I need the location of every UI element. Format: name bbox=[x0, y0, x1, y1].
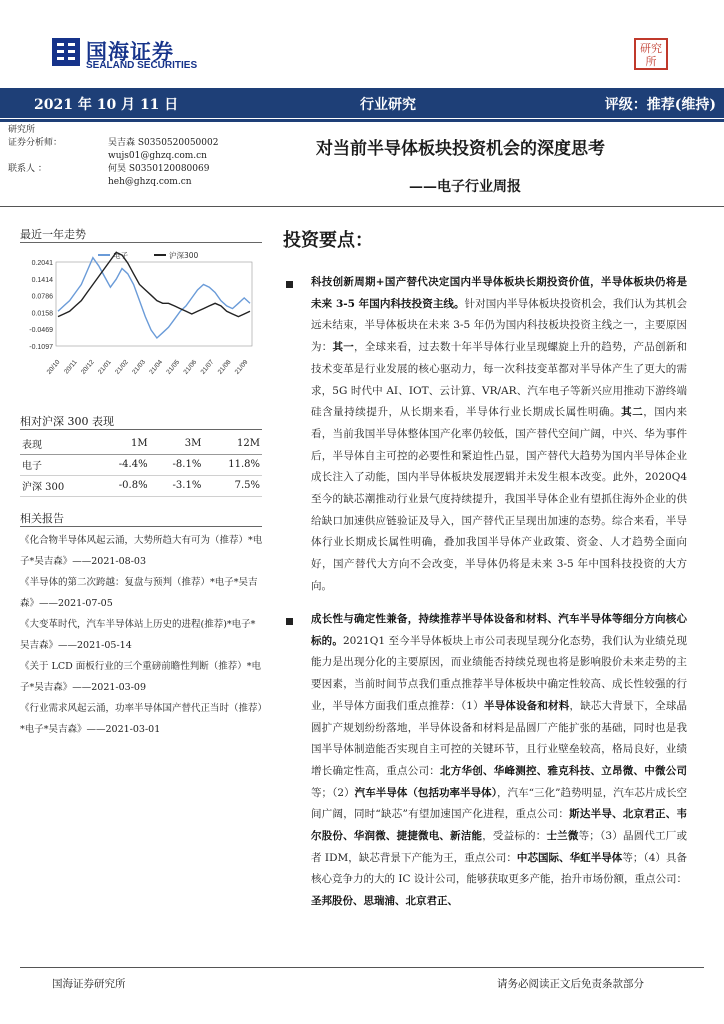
related-report-link[interactable]: 《半导体的第二次跨越：复盘与预判（推荐）*电子*吴吉森》——2021-07-05 bbox=[20, 577, 258, 609]
bold-text: 其一 bbox=[332, 341, 354, 354]
perf-cell: 7.5% bbox=[203, 475, 262, 496]
report-title: 对当前半导体板块投资机会的深度思考 bbox=[316, 139, 605, 159]
brand-name-cn: 国海证券 bbox=[86, 40, 174, 64]
table-row bbox=[20, 475, 262, 496]
point-paragraph-2 bbox=[311, 609, 687, 913]
legend-label: 沪深300 bbox=[169, 251, 199, 260]
report-rating: 评级：推荐(维持) bbox=[604, 97, 716, 113]
body-text: 2021Q1 至今半导体板块上市公司表现呈现分化态势，我们认为业绩兑现能力是出现分化的主要原因，而业绩能否持续兑现也将是影响股价未来走势的主要因素，当前时间节点我们重点推荐半导体板块中确定性较高、成长性较强的行业，半导体方面我们重点推荐：（1） bbox=[311, 634, 687, 712]
related-report-link[interactable]: 《化合物半导体风起云涌，大势所趋大有可为（推荐）*电子*吴吉森》——2021-08-03 bbox=[20, 535, 263, 567]
y-tick-label: -0.0469 bbox=[29, 327, 53, 335]
x-tick-label: 20/11 bbox=[63, 358, 79, 376]
perf-table bbox=[20, 433, 262, 497]
legend-label: 电子 bbox=[113, 251, 128, 260]
bullet-icon bbox=[286, 281, 293, 288]
report-date: 2021 年 10 月 11 日 bbox=[34, 97, 179, 113]
related-heading: 相关报告 bbox=[20, 512, 64, 525]
body-text: 等；（3）晶圆代工厂或者 IDM，缺芯背景下产能为王，重点公司： bbox=[311, 830, 688, 864]
research-seal: 研究所 bbox=[634, 38, 668, 70]
analyst-label: 研究所 bbox=[8, 125, 36, 135]
y-tick-label: 0.2041 bbox=[31, 260, 53, 267]
analyst-value: 何昊 S0350120080069 bbox=[108, 164, 210, 174]
body-text: ，受益标的： bbox=[482, 830, 547, 843]
bold-text: 其二 bbox=[621, 406, 644, 419]
x-tick-label: 21/01 bbox=[96, 358, 113, 376]
bold-text: 汽车半导体（包括功率半导体） bbox=[354, 786, 497, 799]
related-report-link[interactable]: 《行业需求风起云涌，功率半导体国产替代正当时（推荐）*电子*吴吉森》——2021-03-01 bbox=[20, 703, 263, 735]
x-tick-label: 21/02 bbox=[114, 358, 130, 376]
bold-text: 中芯国际、华虹半导体 bbox=[516, 851, 623, 864]
trend-chart bbox=[20, 248, 262, 388]
perf-cell: -0.8% bbox=[96, 475, 150, 496]
x-tick-label: 21/05 bbox=[165, 358, 182, 376]
y-tick-label: -0.1097 bbox=[29, 344, 53, 351]
trend-rule bbox=[20, 242, 262, 243]
brand-name-en: SEALAND SECURITIES bbox=[86, 60, 198, 71]
body-text: ，汽车“三化”趋势明显，汽车芯片成长空间广阔，同时“缺芯”有望加速国产化进程，重点公司： bbox=[311, 786, 687, 821]
perf-header: 3M bbox=[150, 433, 204, 454]
bold-text: 科技创新周期+国产替代决定国内半导体板块长期投资价值，半导体板块仍将是未来 3-5 年国内科技投资主线。 bbox=[311, 276, 687, 310]
x-tick-label: 21/09 bbox=[233, 358, 250, 376]
perf-header: 1M bbox=[96, 433, 150, 454]
perf-cell: -3.1% bbox=[150, 475, 204, 496]
perf-header: 表现 bbox=[20, 433, 96, 454]
analyst-label: 证券分析师： bbox=[8, 138, 63, 148]
report-header-bar bbox=[0, 88, 724, 118]
x-tick-label: 21/06 bbox=[182, 358, 199, 376]
report-subtitle: ——电子行业周报 bbox=[409, 179, 521, 195]
footer-org: 国海证券研究所 bbox=[52, 978, 126, 990]
header-divider bbox=[0, 119, 724, 122]
body-text: 等；（2） bbox=[311, 786, 355, 799]
body-text: ，全球来看，过去数十年半导体行业呈现螺旋上升的趋势，产品创新和技术变革是行业发展的核心驱动力，每一次科技变革都对半导体产生了更大的需求，5G 时代中 AI、IOT、云计算、VR/AR、汽车电子等新兴应用推动下游终端硅含量持续提升，从长期来看，半导体行业长期成长属性明确。 bbox=[311, 341, 687, 419]
bullet-icon bbox=[286, 618, 293, 625]
point-paragraph-1 bbox=[311, 272, 687, 598]
body-text: 针对国内半导体板块投资机会，我们认为其机会远未结束，半导体板块在未来 3-5 年仍为国内科技板块投资主线之一，主要原因为： bbox=[311, 297, 688, 354]
x-tick-label: 21/03 bbox=[131, 358, 147, 376]
y-tick-label: 0.0158 bbox=[31, 310, 53, 318]
title-divider bbox=[0, 206, 724, 207]
body-text: ，缺芯大背景下，全球晶圆扩产规划纷纷落地，半导体设备和材料是晶圆厂产能扩张的基础，同时也是我国半导体制造能否实现自主可控的关键环节，且行业壁垒较高，格局良好，业绩增长确定性高，重点公司： bbox=[311, 699, 688, 777]
perf-rule bbox=[20, 429, 262, 430]
bold-text: 成长性与确定性兼备，持续推荐半导体设备和材料、汽车半导体等细分方向核心标的。 bbox=[311, 613, 687, 647]
bold-text: 半导体设备和材料 bbox=[483, 699, 570, 712]
investment-points-heading: 投资要点： bbox=[283, 230, 373, 251]
related-rule bbox=[20, 526, 262, 527]
bold-text: 斯达半导、北京君正、韦尔股份、华润微、捷捷微电、新洁能 bbox=[311, 808, 687, 843]
bold-text: 北方华创、华峰测控、雅克科技、立昂微、中微公司 bbox=[440, 764, 687, 777]
perf-header: 12M bbox=[203, 433, 262, 454]
analyst-value: 吴吉森 S0350520050002 bbox=[108, 138, 219, 148]
y-tick-label: 0.1414 bbox=[31, 276, 53, 284]
report-type: 行业研究 bbox=[360, 97, 416, 113]
table-row bbox=[20, 454, 262, 475]
x-tick-label: 20/10 bbox=[45, 358, 62, 376]
y-tick-label: 0.0786 bbox=[31, 293, 53, 301]
x-tick-label: 21/04 bbox=[148, 358, 165, 376]
perf-cell: 电子 bbox=[20, 454, 96, 475]
bold-text: 圣邦股份、思瑞浦、北京君正、 bbox=[311, 895, 458, 908]
trend-heading: 最近一年走势 bbox=[20, 228, 86, 241]
analyst-label: 联系人 ： bbox=[8, 164, 47, 174]
x-tick-label: 21/07 bbox=[199, 358, 216, 376]
perf-cell: 11.8% bbox=[203, 454, 262, 475]
perf-cell: -4.4% bbox=[96, 454, 150, 475]
x-tick-label: 20/12 bbox=[79, 358, 96, 376]
brand-logo-icon bbox=[52, 38, 80, 66]
perf-heading: 相对沪深 300 表现 bbox=[20, 415, 114, 428]
analyst-email: wujs01@ghzq.com.cn bbox=[108, 151, 207, 161]
body-text: ，国内来看，当前我国半导体整体国产化率仍较低，国产替代空间广阔，中兴、华为事件后，半导体自主可控的必要性和紧迫性凸显，国产替代大趋势为国内半导体企业成长注入了动能，国内半导体板块发展逻辑并未发生根本改变。此外，2020Q4 至今的缺芯潮推动行业景气度持续提升，我国半导体企业有望抓住海外企业的供给缺口加速供应链验证及导入，国产替代正呈现出加速的态势。综合来看，半导体行业长期成长属性明确，叠加我国半导体产业政策、资金、人才趋势全面向好，国产替代大方向不会改变，半导体仍将是未来 3-5 年中国科技投资的大方向。 bbox=[311, 406, 688, 592]
x-tick-label: 21/08 bbox=[216, 358, 233, 376]
related-reports bbox=[20, 530, 264, 740]
perf-cell: 沪深 300 bbox=[20, 475, 96, 496]
related-report-link[interactable]: 《关于 LCD 面板行业的三个重磅前瞻性判断（推荐）*电子*吴吉森》——2021-03-09 bbox=[20, 661, 261, 693]
bold-text: 士兰微 bbox=[546, 830, 579, 843]
perf-header-row bbox=[20, 433, 262, 454]
footer-disclaimer: 请务必阅读正文后免责条款部分 bbox=[497, 978, 644, 990]
perf-cell: -8.1% bbox=[150, 454, 204, 475]
analyst-email: heh@ghzq.com.cn bbox=[108, 177, 192, 187]
footer-divider bbox=[20, 967, 704, 968]
related-report-link[interactable]: 《大变革时代，汽车半导体站上历史的进程(推荐)*电子*吴吉森》——2021-05-14 bbox=[20, 619, 256, 651]
body-text: 等；（4）具备核心竞争力的大的 IC 设计公司，能够获取更多产能，抬升市场份额，重点公司： bbox=[311, 851, 687, 886]
